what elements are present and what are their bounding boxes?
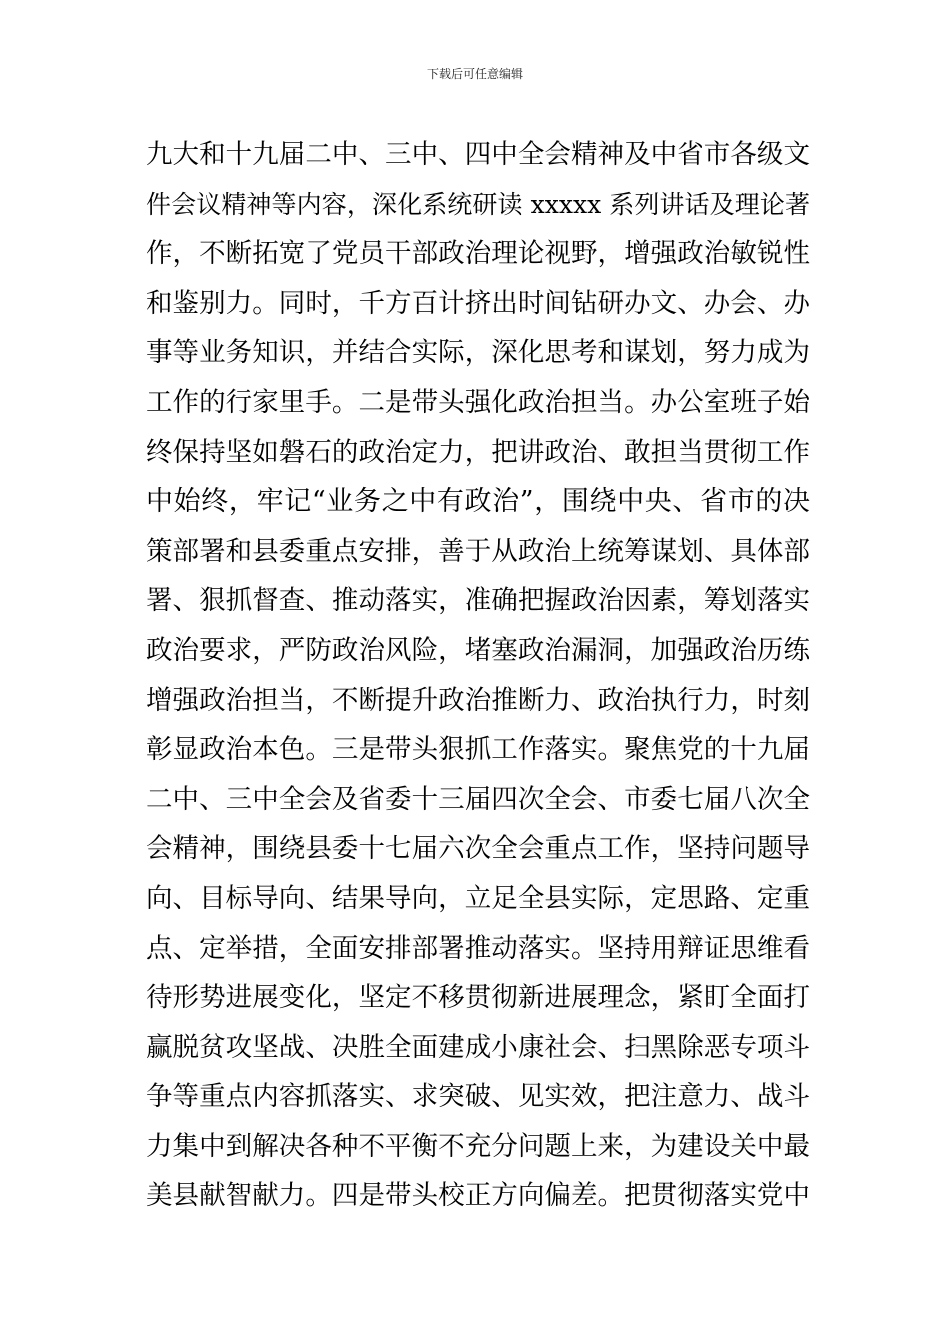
text-line: 署、狠抓督查、推动落实，准确把握政治因素，筹划落实	[146, 585, 810, 617]
text-line: 中始终，牢记“业务之中有政治”，围绕中央、省市的决	[146, 486, 810, 518]
page-header: 下载后可任意编辑	[426, 67, 523, 81]
text-line: 作，不断拓宽了党员干部政治理论视野，增强政治敏锐性	[146, 238, 810, 270]
text-line: 待形势进展变化，坚定不移贯彻新进展理念，紧盯全面打	[146, 982, 810, 1014]
text-line: 事等业务知识，并结合实际，深化思考和谋划，努力成为	[146, 337, 810, 369]
text-line: 彰显政治本色。三是带头狠抓工作落实。聚焦党的十九届	[146, 734, 810, 766]
body-text	[146, 130, 810, 1221]
text-line: 和鉴别力。同时，千方百计挤出时间钻研办文、办会、办	[146, 287, 810, 319]
text-line: 向、目标导向、结果导向，立足全县实际，定思路、定重	[146, 882, 810, 914]
text-line: 策部署和县委重点安排，善于从政治上统筹谋划、具体部	[146, 535, 810, 567]
text-line: 终保持坚如磐石的政治定力，把讲政治、敢担当贯彻工作	[146, 436, 810, 468]
text-line: 九大和十九届二中、三中、四中全会精神及中省市各级文	[146, 139, 810, 170]
text-line: 件会议精神等内容，深化系统研读 xxxxx 系列讲话及理论著	[146, 189, 810, 219]
text-line: 赢脱贫攻坚战、决胜全面建成小康社会、扫黑除恶专项斗	[146, 1031, 810, 1063]
text-line: 工作的行家里手。二是带头强化政治担当。办公室班子始	[146, 386, 810, 418]
text-line: 会精神，围绕县委十七届六次全会重点工作，坚持问题导	[146, 833, 810, 865]
text-line: 美县献智献力。四是带头校正方向偏差。把贯彻落实党中	[146, 1180, 810, 1212]
text-line: 二中、三中全会及省委十三届四次全会、市委七届八次全	[146, 783, 810, 815]
text-line: 政治要求，严防政治风险，堵塞政治漏洞，加强政治历练	[146, 634, 810, 666]
text-line: 争等重点内容抓落实、求突破、见实效，把注意力、战斗	[146, 1081, 810, 1113]
text-line: 增强政治担当，不断提升政治推断力、政治执行力，时刻	[146, 684, 810, 716]
text-line: 点、定举措，全面安排部署推动落实。坚持用辩证思维看	[146, 932, 810, 964]
text-line: 力集中到解决各种不平衡不充分问题上来，为建设关中最	[146, 1130, 810, 1162]
